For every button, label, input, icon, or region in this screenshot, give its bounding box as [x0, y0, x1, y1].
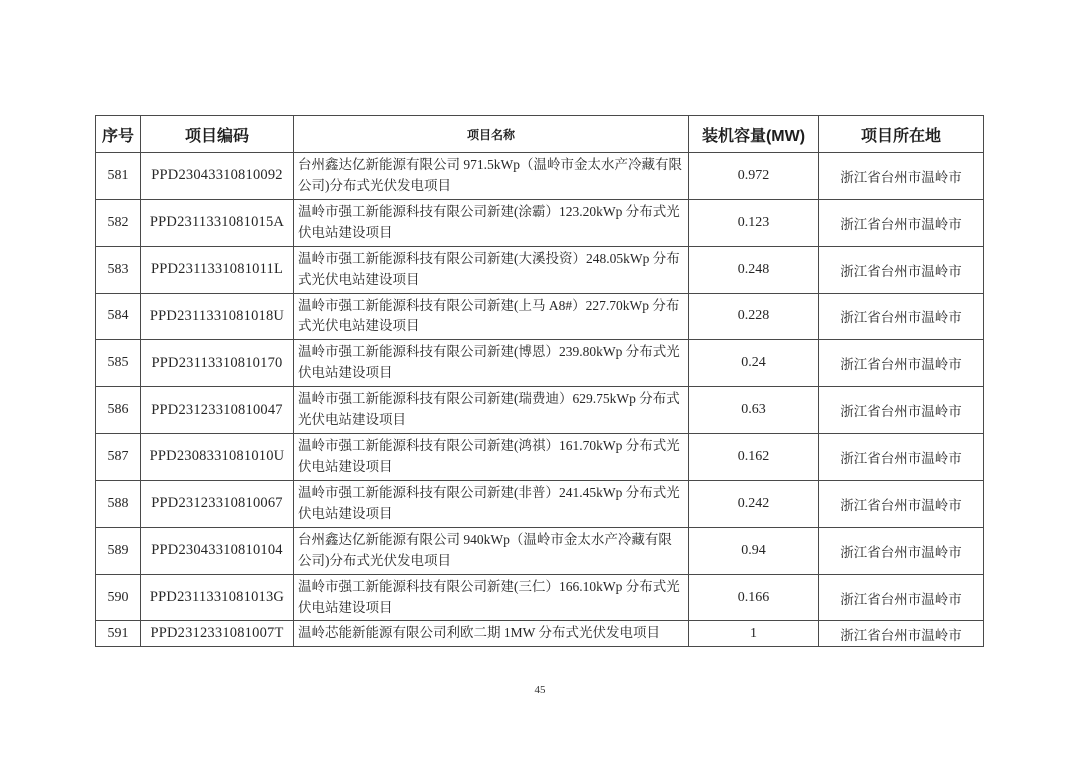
capacity-cell: 0.24	[689, 340, 819, 387]
code-cell: PPD23113310810170	[141, 340, 294, 387]
table-row	[96, 387, 984, 434]
code-cell: PPD23123310810047	[141, 387, 294, 434]
location-cell: 浙江省台州市温岭市	[819, 246, 984, 293]
name-cell: 温岭市强工新能源科技有限公司新建(上马 A8#）227.70kWp 分布式光伏电站建设项目	[294, 293, 689, 340]
seq-cell: 582	[96, 199, 141, 246]
table-row	[96, 527, 984, 574]
table-row	[96, 153, 984, 200]
header-seq: 序号	[96, 116, 141, 153]
code-cell: PPD2311331081013G	[141, 574, 294, 621]
code-cell: PPD2312331081007T	[141, 621, 294, 647]
table-row	[96, 293, 984, 340]
seq-cell: 585	[96, 340, 141, 387]
location-cell: 浙江省台州市温岭市	[819, 574, 984, 621]
header-code: 项目编码	[141, 116, 294, 153]
header-capacity: 装机容量(MW)	[689, 116, 819, 153]
table-row	[96, 621, 984, 647]
code-cell: PPD23123310810067	[141, 480, 294, 527]
code-cell: PPD23043310810092	[141, 153, 294, 200]
table-row	[96, 434, 984, 481]
name-cell: 台州鑫达亿新能源有限公司 940kWp（温岭市金太水产冷藏有限公司)分布式光伏发电项目	[294, 527, 689, 574]
header-location: 项目所在地	[819, 116, 984, 153]
code-cell: PPD2311331081015A	[141, 199, 294, 246]
table-row	[96, 340, 984, 387]
seq-cell: 588	[96, 480, 141, 527]
location-cell: 浙江省台州市温岭市	[819, 387, 984, 434]
seq-cell: 589	[96, 527, 141, 574]
location-cell: 浙江省台州市温岭市	[819, 293, 984, 340]
table-row	[96, 480, 984, 527]
capacity-cell: 0.248	[689, 246, 819, 293]
seq-cell: 581	[96, 153, 141, 200]
capacity-cell: 0.242	[689, 480, 819, 527]
capacity-cell: 1	[689, 621, 819, 647]
seq-cell: 590	[96, 574, 141, 621]
name-cell: 温岭市强工新能源科技有限公司新建(博恩）239.80kWp 分布式光伏电站建设项目	[294, 340, 689, 387]
seq-cell: 583	[96, 246, 141, 293]
name-cell: 温岭市强工新能源科技有限公司新建(鸿祺）161.70kWp 分布式光伏电站建设项目	[294, 434, 689, 481]
capacity-cell: 0.123	[689, 199, 819, 246]
location-cell: 浙江省台州市温岭市	[819, 480, 984, 527]
capacity-cell: 0.166	[689, 574, 819, 621]
code-cell: PPD2311331081011L	[141, 246, 294, 293]
name-cell: 温岭市强工新能源科技有限公司新建(非普）241.45kWp 分布式光伏电站建设项目	[294, 480, 689, 527]
name-cell: 温岭芯能新能源有限公司利欧二期 1MW 分布式光伏发电项目	[294, 621, 689, 647]
location-cell: 浙江省台州市温岭市	[819, 199, 984, 246]
name-cell: 温岭市强工新能源科技有限公司新建(涂霸）123.20kWp 分布式光伏电站建设项目	[294, 199, 689, 246]
table-row	[96, 246, 984, 293]
location-cell: 浙江省台州市温岭市	[819, 153, 984, 200]
name-cell: 台州鑫达亿新能源有限公司 971.5kWp（温岭市金太水产冷藏有限公司)分布式光伏发电项目	[294, 153, 689, 200]
seq-cell: 587	[96, 434, 141, 481]
seq-cell: 586	[96, 387, 141, 434]
seq-cell: 591	[96, 621, 141, 647]
project-table	[95, 115, 984, 647]
seq-cell: 584	[96, 293, 141, 340]
header-name: 项目名称	[294, 116, 689, 153]
capacity-cell: 0.94	[689, 527, 819, 574]
capacity-cell: 0.162	[689, 434, 819, 481]
table-body	[96, 153, 984, 647]
name-cell: 温岭市强工新能源科技有限公司新建(瑞费迪）629.75kWp 分布式光伏电站建设项目	[294, 387, 689, 434]
capacity-cell: 0.972	[689, 153, 819, 200]
code-cell: PPD2308331081010U	[141, 434, 294, 481]
name-cell: 温岭市强工新能源科技有限公司新建(三仁）166.10kWp 分布式光伏电站建设项目	[294, 574, 689, 621]
table-row	[96, 574, 984, 621]
location-cell: 浙江省台州市温岭市	[819, 527, 984, 574]
table-header-row	[96, 116, 984, 153]
location-cell: 浙江省台州市温岭市	[819, 621, 984, 647]
capacity-cell: 0.228	[689, 293, 819, 340]
location-cell: 浙江省台州市温岭市	[819, 340, 984, 387]
page-number: 45	[534, 684, 546, 696]
capacity-cell: 0.63	[689, 387, 819, 434]
code-cell: PPD2311331081018U	[141, 293, 294, 340]
table-row	[96, 199, 984, 246]
name-cell: 温岭市强工新能源科技有限公司新建(大溪投资）248.05kWp 分布式光伏电站建设项目	[294, 246, 689, 293]
code-cell: PPD23043310810104	[141, 527, 294, 574]
location-cell: 浙江省台州市温岭市	[819, 434, 984, 481]
